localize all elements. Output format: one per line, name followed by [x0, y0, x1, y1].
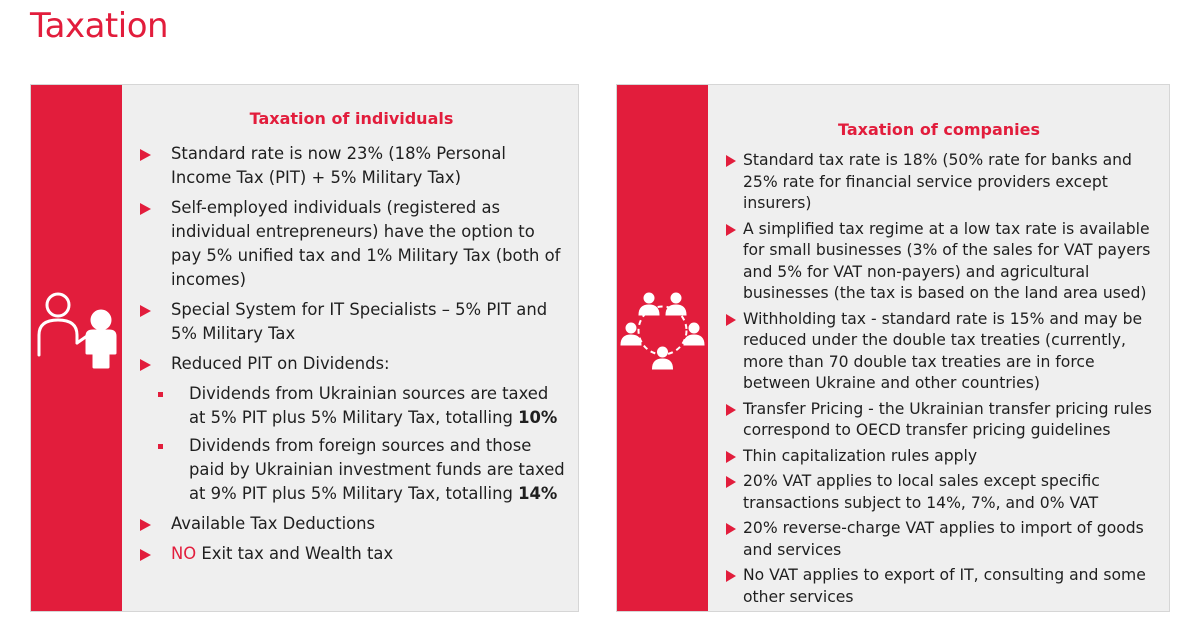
bullet-arrow-icon: [726, 224, 736, 236]
bullet-arrow-icon: [726, 404, 736, 416]
list-item: Reduced PIT on Dividends:: [139, 352, 569, 376]
individuals-panel: [30, 84, 579, 612]
list-item: Withholding tax - standard rate is 15% and may be reduced under the double tax treaties (currently, more than 70 double tax treaties are in force between Ukraine and other countries): [724, 309, 1164, 395]
bullet-arrow-icon: [726, 523, 736, 535]
list-item: Standard rate is now 23% (18% Personal Income Tax (PIT) + 5% Military Tax): [139, 142, 569, 190]
people-circle-icon: [617, 285, 708, 376]
list-item: A simplified tax regime at a low tax rate is available for small businesses (3% of the sales for VAT payers and 5% for VAT non-payers) and agricultural businesses (the tax is based on the land area used): [724, 219, 1164, 305]
list-item: Special System for IT Specialists – 5% PIT and 5% Military Tax: [139, 298, 569, 346]
bullet-arrow-icon: [140, 305, 151, 317]
list-item: NO Exit tax and Wealth tax: [139, 542, 569, 566]
list-item: Available Tax Deductions: [139, 512, 569, 536]
bullet-arrow-icon: [726, 476, 736, 488]
bullet-arrow-icon: [140, 549, 151, 561]
companies-heading: Taxation of companies: [837, 120, 1041, 139]
companies-list: [724, 150, 1164, 608]
individuals-heading: Taxation of individuals: [249, 109, 454, 128]
list-item: Self-employed individuals (registered as individual entrepreneurs) have the option to pay 5% unified tax and 1% Military Tax (both of incomes): [139, 196, 569, 292]
bullet-arrow-icon: [726, 314, 736, 326]
bullet-arrow-icon: [140, 149, 151, 161]
individuals-list: [139, 142, 569, 566]
companies-accent-band: [617, 85, 708, 611]
sub-list-item: Dividends from Ukrainian sources are taxed at 5% PIT plus 5% Military Tax, totalling 10%: [139, 382, 569, 430]
family-icon: [31, 289, 122, 369]
individuals-accent-band: [31, 85, 122, 611]
page-title: Taxation: [30, 6, 169, 46]
list-item: Thin capitalization rules apply: [724, 446, 1164, 468]
bullet-arrow-icon: [140, 519, 151, 531]
list-item: 20% reverse-charge VAT applies to import of goods and services: [724, 518, 1164, 561]
list-item: Standard tax rate is 18% (50% rate for banks and 25% rate for financial service providers except insurers): [724, 150, 1164, 215]
list-item: Transfer Pricing - the Ukrainian transfer pricing rules correspond to OECD transfer pricing guidelines: [724, 399, 1164, 442]
bullet-arrow-icon: [726, 451, 736, 463]
bullet-arrow-icon: [140, 359, 151, 371]
sub-list-item: Dividends from foreign sources and those paid by Ukrainian investment funds are taxed at 9% PIT plus 5% Military Tax, totalling 14%: [139, 434, 569, 506]
bullet-square-icon: [158, 392, 163, 397]
bullet-arrow-icon: [726, 570, 736, 582]
list-item: 20% VAT applies to local sales except specific transactions subject to 14%, 7%, and 0% VAT: [724, 471, 1164, 514]
bullet-arrow-icon: [140, 203, 151, 215]
companies-panel: [616, 84, 1170, 612]
bullet-arrow-icon: [726, 155, 736, 167]
list-item: No VAT applies to export of IT, consulting and some other services: [724, 565, 1164, 608]
bullet-square-icon: [158, 444, 163, 449]
